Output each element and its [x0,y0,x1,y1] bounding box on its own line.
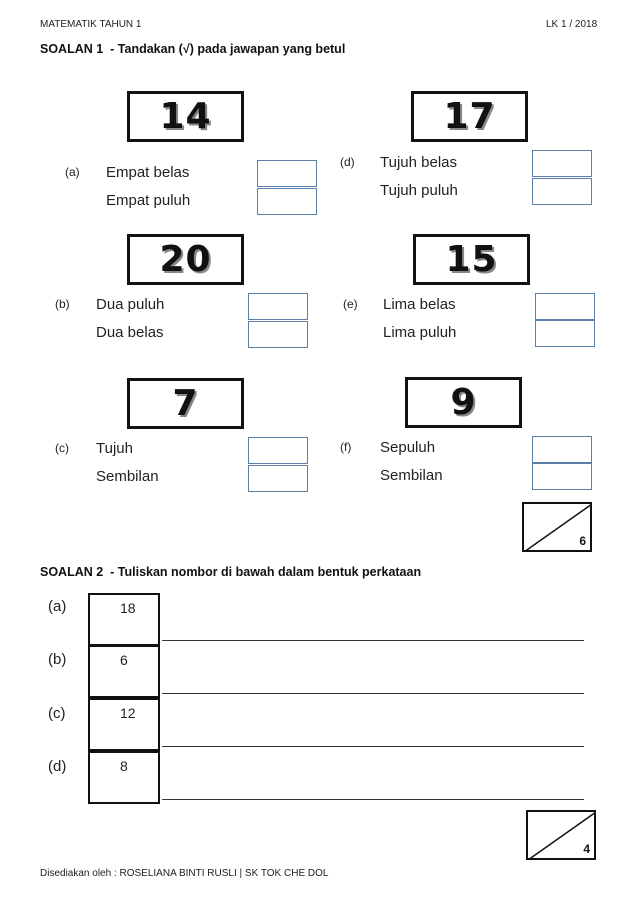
number-box-c: 7 [127,378,244,429]
soalan2-instruction: - Tuliskan nombor di bawah dalam bentuk perkataan [110,565,422,579]
score-total-soalan1: 6 [579,534,586,548]
footer-credit: Disediakan oleh : ROSELIANA BINTI RUSLI | SK TOK CHE DOL [40,868,329,879]
answer-line-c[interactable] [162,746,584,747]
tick-box-d-2[interactable] [532,178,592,205]
tick-box-a-1[interactable] [257,160,317,187]
tick-box-d-1[interactable] [532,150,592,177]
tick-box-c-1[interactable] [248,437,308,464]
answer-line-b[interactable] [162,693,584,694]
item-letter-d: (d) [340,155,355,169]
tick-box-b-1[interactable] [248,293,308,320]
soalan1-instruction: - Tandakan (√) pada jawapan yang betul [110,42,346,56]
option-a-1: Empat belas [106,164,190,181]
number-box-e: 15 [413,234,530,285]
q2-number-cell-b [88,645,160,698]
q2-number-cell-c [88,698,160,751]
option-d-1: Tujuh belas [380,154,457,171]
option-d-2: Tujuh puluh [380,182,458,199]
q2-number-cell-a [88,593,160,646]
item-letter-e: (e) [343,297,358,311]
tick-box-f-2[interactable] [532,463,592,490]
number-box-f: 9 [405,377,522,428]
tick-box-e-2[interactable] [535,320,595,347]
item-letter-b: (b) [55,297,70,311]
q2-number-c: 12 [120,705,136,721]
score-total-soalan2: 4 [583,842,590,856]
q2-number-b: 6 [120,652,128,668]
soalan2-label: SOALAN 2 [40,565,104,579]
answer-line-a[interactable] [162,640,584,641]
option-b-2: Dua belas [96,324,164,341]
option-b-1: Dua puluh [96,296,165,313]
q2-number-a: 18 [120,600,136,616]
tick-box-b-2[interactable] [248,321,308,348]
soalan1-title [40,42,345,56]
tick-box-c-2[interactable] [248,465,308,492]
score-box-soalan1 [522,502,592,552]
q2-number-cell-d [88,751,160,804]
q2-letter-a: (a) [48,598,67,615]
answer-line-d[interactable] [162,799,584,800]
header-code: LK 1 / 2018 [546,19,598,30]
tick-box-e-1[interactable] [535,293,595,320]
item-letter-a: (a) [65,165,80,179]
number-box-b: 20 [127,234,244,285]
q2-letter-b: (b) [48,651,67,668]
header-subject: MATEMATIK TAHUN 1 [40,19,142,30]
option-f-2: Sembilan [380,467,443,484]
item-letter-f: (f) [340,440,352,454]
option-c-1: Tujuh [96,440,133,457]
score-box-soalan2 [526,810,596,860]
q2-letter-d: (d) [48,758,67,775]
soalan1-label: SOALAN 1 [40,42,104,56]
option-e-1: Lima belas [383,296,456,313]
soalan2-title [40,565,421,579]
tick-box-a-2[interactable] [257,188,317,215]
q2-number-d: 8 [120,758,128,774]
number-box-a: 14 [127,91,244,142]
tick-box-f-1[interactable] [532,436,592,463]
item-letter-c: (c) [55,441,69,455]
q2-letter-c: (c) [48,705,66,722]
option-f-1: Sepuluh [380,439,436,456]
option-c-2: Sembilan [96,468,159,485]
option-a-2: Empat puluh [106,192,191,209]
number-box-d: 17 [411,91,528,142]
option-e-2: Lima puluh [383,324,457,341]
